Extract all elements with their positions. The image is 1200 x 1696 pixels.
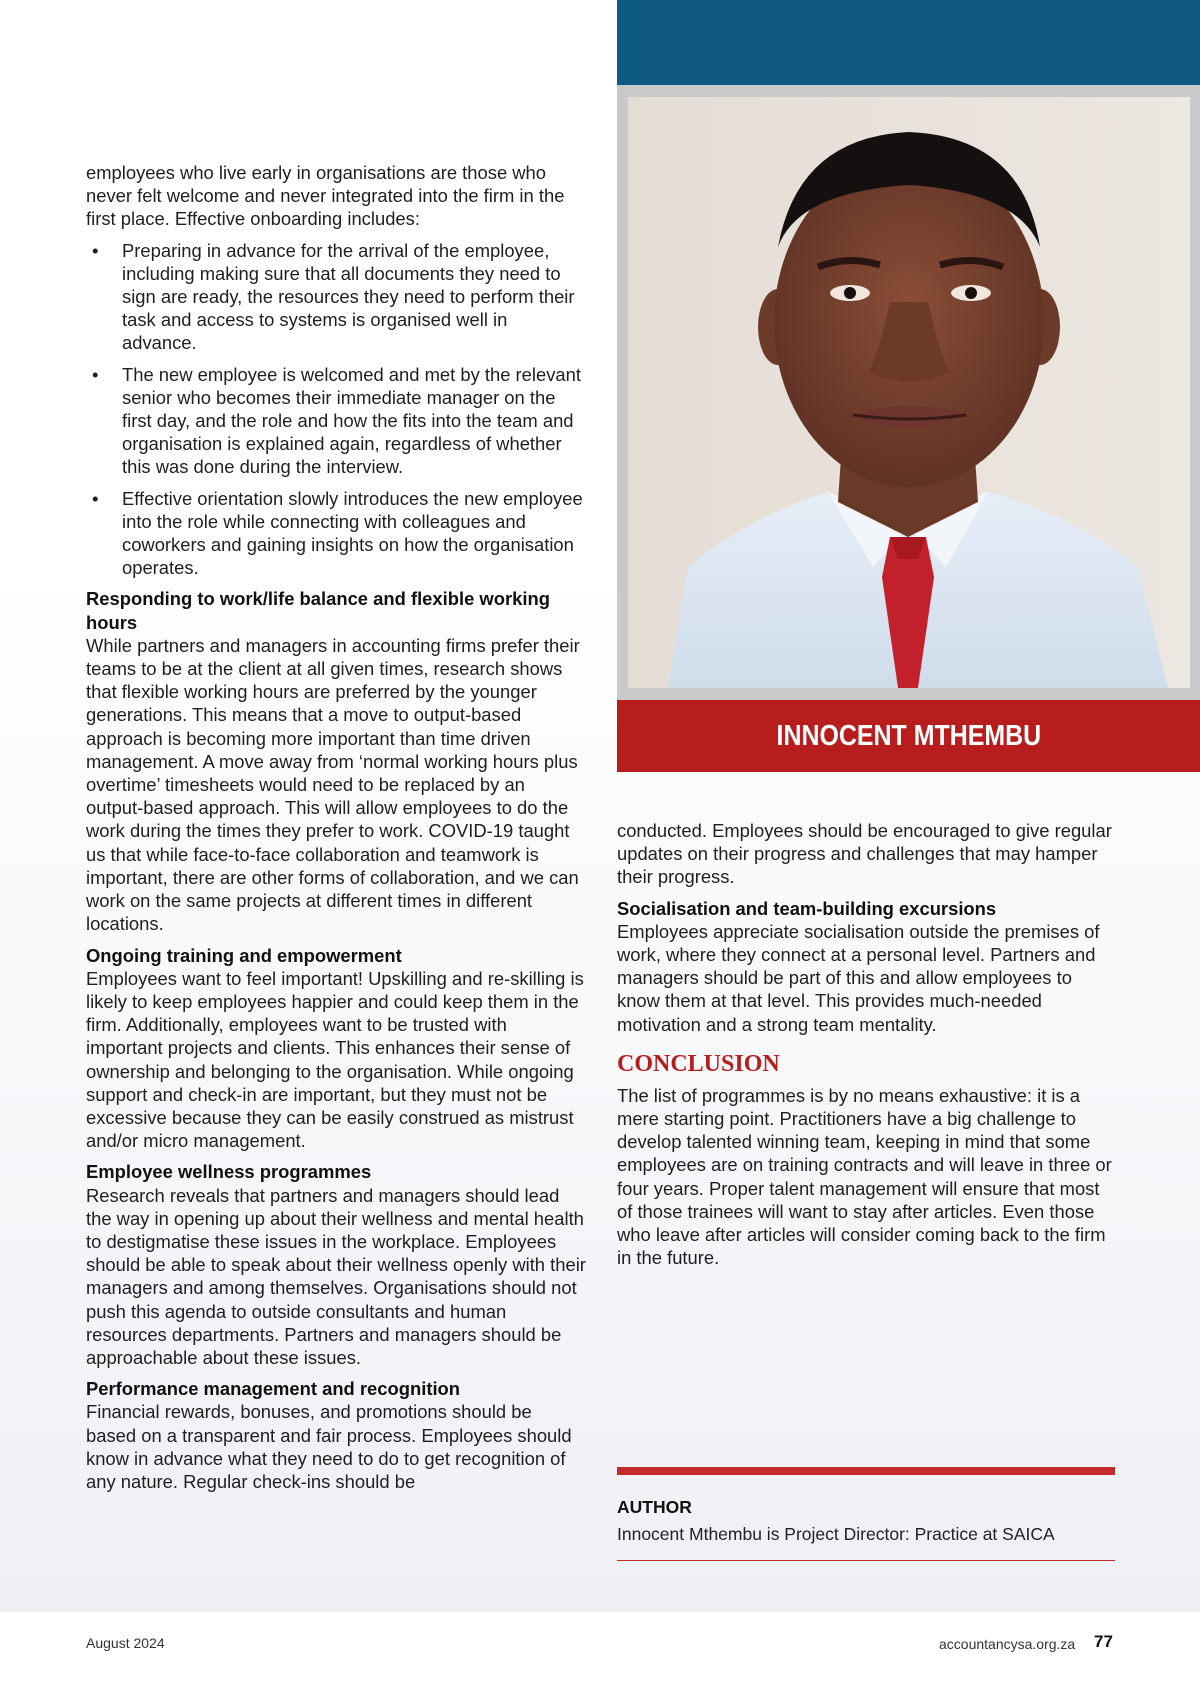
- section-body-training: Employees want to feel important! Upskilling and re-skilling is likely to keep employees happier and could keep them in the firm. Additionally, employees want to be trusted with important projects and clients. This enhances their sense of ownership and belonging to the organisation. While ongoing support and check-in are important, but they must not be excessive because they can be easily construed as mistrust and/or micro management.: [86, 967, 584, 1152]
- bullet-icon: •: [92, 487, 99, 509]
- list-item: [86, 239, 586, 355]
- continuation-paragraph: conducted. Employees should be encouraged to give regular updates on their progress and challenges that may hamper their progress.: [617, 820, 1112, 888]
- section-heading-socialisation: Socialisation and team-building excursions: [617, 897, 997, 919]
- onboarding-list: [86, 239, 586, 580]
- conclusion-body: The list of programmes is by no means exhaustive: it is a mere starting point. Practitioners have a big challenge to develop talented winning team, keeping in mind that some employees are on training contracts and will leave in three or four years. Proper talent management will ensure that most of those trainees will want to stay after articles. Even those who leave after articles will consider coming back to the firm in the future.: [617, 1084, 1112, 1269]
- author-divider-thick: [617, 1467, 1115, 1475]
- bullet-icon: •: [92, 363, 99, 385]
- author-portrait: [628, 97, 1190, 688]
- intro-paragraph: employees who live early in organisations are those who never felt welcome and never integrated into the firm in the first place. Effective onboarding includes:: [86, 162, 565, 230]
- author-name: INNOCENT MTHEMBU: [776, 719, 1041, 752]
- bullet-icon: •: [92, 239, 99, 261]
- section-heading-performance: Performance management and recognition: [86, 1378, 461, 1400]
- footer-band: [0, 1612, 1200, 1696]
- page-number: 77: [1094, 1632, 1113, 1651]
- right-column: [617, 819, 1117, 1277]
- section-body-socialisation: Employees appreciate socialisation outside the premises of work, where they connect at a personal level. Partners and managers should be part of this and allow employees to know them at that level. This provides much-needed motivation and a strong team mentality.: [617, 920, 1100, 1035]
- author-bio: Innocent Mthembu is Project Director: Practice at SAICA: [617, 1524, 1055, 1544]
- footer-date: August 2024: [86, 1635, 165, 1651]
- section-heading-work-life: Responding to work/life balance and flexible working hours: [86, 588, 550, 633]
- footer-site-link[interactable]: accountancysa.org.za: [939, 1636, 1076, 1652]
- left-column: [86, 161, 586, 1501]
- list-item: [86, 363, 586, 479]
- header-color-block: [617, 0, 1200, 85]
- list-item-text: The new employee is welcomed and met by the relevant senior who becomes their immediate manager on the first day, and the role and how the fits into the team and organisation is explained again, regardless of whether this was done during the interview.: [122, 363, 581, 478]
- conclusion-heading: CONCLUSION: [617, 1050, 780, 1077]
- section-heading-training: Ongoing training and empowerment: [86, 944, 402, 966]
- section-body-performance: Financial rewards, bonuses, and promotions should be based on a transparent and fair process. Employees should know in advance what they need to do to get recognition of any nature. Regular check-ins should be: [86, 1401, 572, 1492]
- author-name-banner: [617, 700, 1200, 772]
- section-body-wellness: Research reveals that partners and managers should lead the way in opening up about their wellness and mental health to destigmatise these issues in the workplace. Employees should be able to speak about their wellness openly with their managers and among themselves. Organisations should not push this agenda to outside consultants and human resources departments. Partners and managers should be approachable about these issues.: [86, 1184, 586, 1368]
- section-heading-wellness: Employee wellness programmes: [86, 1161, 372, 1183]
- list-item-text: Preparing in advance for the arrival of the employee, including making sure that all documents they need to sign are ready, the resources they need to perform their task and access to systems is organised well in advance.: [122, 239, 575, 354]
- author-heading: AUTHOR: [617, 1497, 692, 1517]
- section-body-work-life: While partners and managers in accounting firms prefer their teams to be at the client at all given times, research shows that flexible working hours are preferred by the younger generations. This means that a move to output-based approach is becoming more important than time driven management. A move away from ‘normal working hours plus overtime’ timesheets would need to be replaced by an output-based approach. This will allow employees to do the work during the times they prefer to work. COVID-19 taught us that while face-to-face collaboration and teamwork is important, there are other forms of collaboration, and we can work on the same projects at different times in different locations.: [86, 634, 580, 935]
- author-divider-thin: [617, 1560, 1115, 1561]
- list-item-text: Effective orientation slowly introduces the new employee into the role while connecting with colleagues and coworkers and gaining insights on how the organisation operates.: [122, 487, 583, 579]
- list-item: [86, 487, 586, 580]
